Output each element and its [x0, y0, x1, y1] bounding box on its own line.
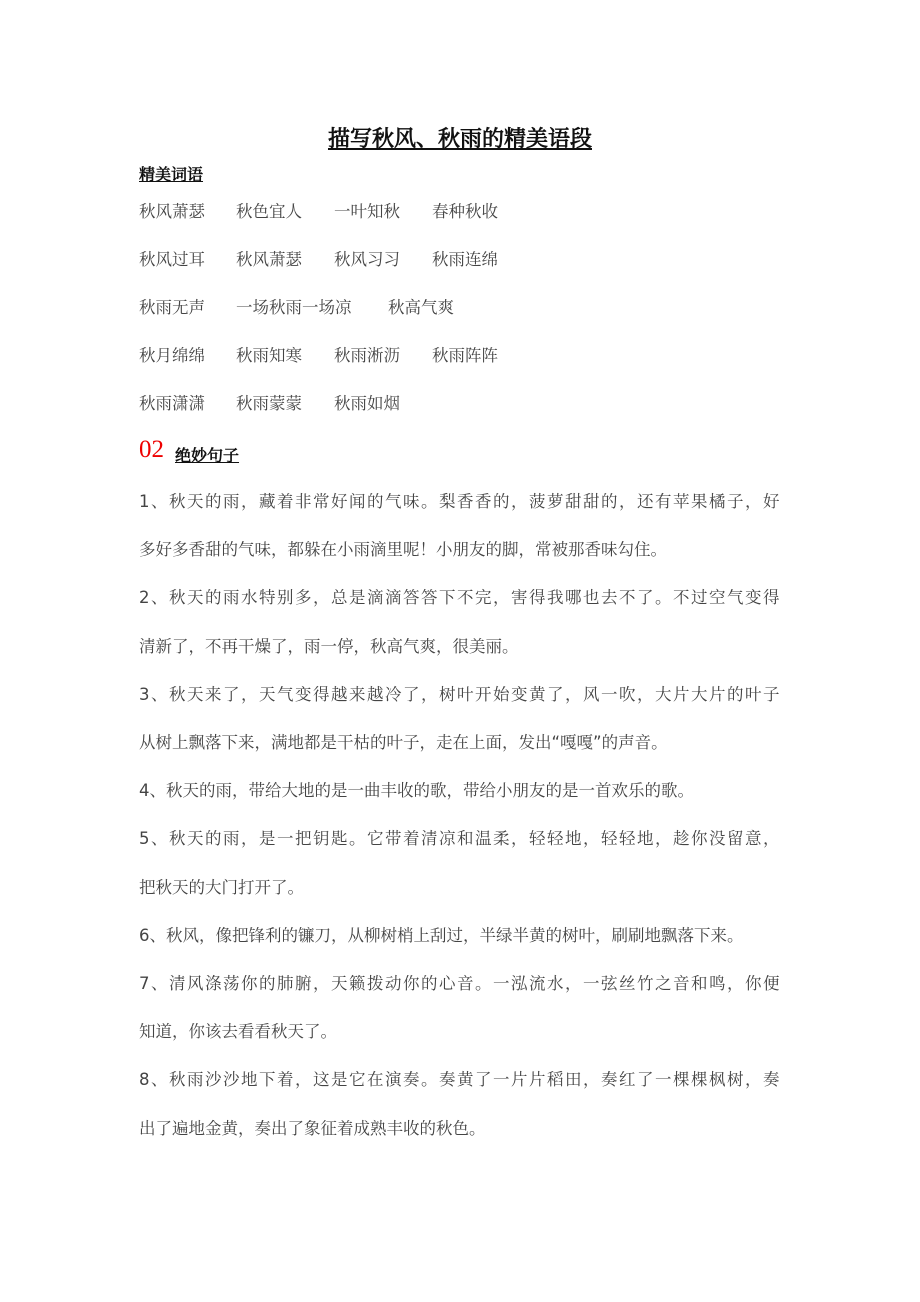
word-item: 秋雨潇潇 [139, 394, 205, 413]
sentence-line: 4、秋天的雨，带给大地的是一曲丰收的歌，带给小朋友的是一首欢乐的歌。 [139, 781, 694, 801]
sentence-line: 6、秋风，像把锋利的镰刀，从柳树梢上刮过，半绿半黄的树叶，刷刷地飘落下来。 [139, 925, 744, 945]
sentence-line: 8、秋雨沙沙地下着，这是它在演奏。奏黄了一片片稻田，奏红了一棵棵枫树，奏 [139, 1070, 781, 1090]
word-item: 秋雨蒙蒙 [236, 394, 302, 413]
section-number: 02 [139, 436, 164, 463]
page-title [0, 122, 920, 153]
sentence-line: 1、秋天的雨，藏着非常好闻的气味。梨香香的，菠萝甜甜的，还有苹果橘子，好 [139, 492, 781, 511]
word-item: 秋色宜人 [236, 202, 302, 221]
word-item: 秋风萧瑟 [236, 250, 302, 269]
word-item: 秋雨淅沥 [334, 346, 400, 365]
word-item: 秋高气爽 [388, 298, 454, 317]
word-item: 一叶知秋 [334, 202, 400, 221]
sentence-line: 知道，你该去看看秋天了。 [139, 1022, 337, 1042]
word-item: 秋雨无声 [139, 298, 205, 317]
sentence-line: 出了遍地金黄，奏出了象征着成熟丰收的秋色。 [139, 1118, 486, 1138]
word-item: 秋雨如烟 [334, 394, 400, 413]
sentences-heading: 绝妙句子 [175, 446, 240, 465]
word-item: 秋月绵绵 [139, 346, 205, 365]
sentence-line: 清新了，不再干燥了，雨一停，秋高气爽，很美丽。 [139, 636, 519, 656]
sentence-line: 7、清风涤荡你的肺腑，天籁拨动你的心音。一泓流水，一弦丝竹之音和鸣，你便 [139, 974, 781, 993]
word-item: 秋风萧瑟 [139, 202, 205, 221]
sentence-line: 2、秋天的雨水特别多，总是滴滴答答下不完，害得我哪也去不了。不过空气变得 [139, 588, 781, 608]
sentence-line: 把秋天的大门打开了。 [139, 877, 304, 897]
words-heading: 精美词语 [139, 165, 204, 184]
title-text: 描写秋风、秋雨的精美语段 [327, 126, 592, 152]
sentence-line: 多好多香甜的气味，都躲在小雨滴里呢！小朋友的脚，常被那香味勾住。 [139, 540, 667, 560]
word-item: 春种秋收 [432, 202, 498, 221]
word-item: 秋风习习 [334, 250, 400, 269]
sentence-line: 3、秋天来了，天气变得越来越冷了，树叶开始变黄了，风一吹，大片大片的叶子 [139, 684, 781, 704]
sentence-line: 5、秋天的雨，是一把钥匙。它带着清凉和温柔，轻轻地，轻轻地，趁你没留意， [139, 829, 781, 849]
sentence-line: 从树上飘落下来，满地都是干枯的叶子，走在上面，发出“嘎嘎”的声音。 [139, 733, 668, 752]
word-item: 秋雨连绵 [432, 250, 498, 269]
word-item: 秋雨知寒 [236, 346, 302, 365]
word-item: 秋风过耳 [139, 250, 205, 269]
word-item: 秋雨阵阵 [432, 346, 498, 365]
word-item: 一场秋雨一场凉 [236, 298, 352, 317]
